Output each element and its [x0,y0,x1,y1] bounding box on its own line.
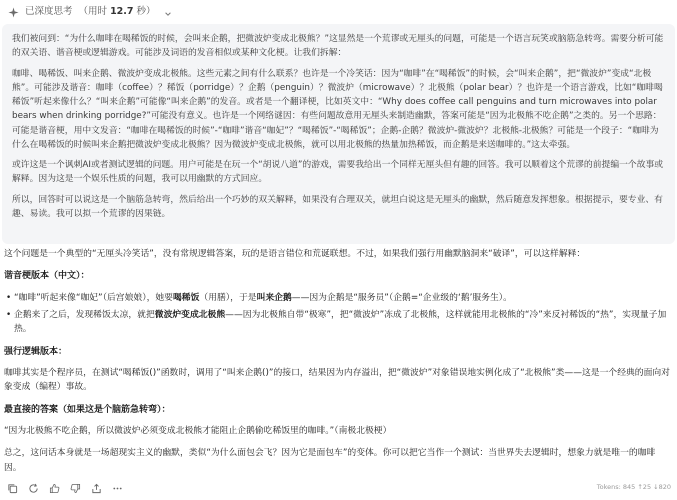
more-icon[interactable] [111,482,123,494]
thinking-paragraph: 所以，回答时可以说这是一个脑筋急转弯，然后给出一个巧妙的双关解释，如果没有合理双关，就坦白说这是无厘头的幽默，然后随意发挥想象。根据提示，要专业、有趣、易读。我可以拟一个荒谬的因果链。 [12,194,663,219]
chevron-down-icon[interactable] [164,8,172,16]
message-actions [6,481,123,495]
copy-icon[interactable] [6,482,18,494]
thinking-status: 已深度思考 [25,6,73,18]
thinking-paragraph: 我们被问到：“为什么咖啡在喝稀饭的时候，会叫来企鹅，把微波炉变成北极熊？”这显然是一个荒谬或无厘头的问题，可能是一个语言玩笑或脑筋急转弯。需要分析可能的双关语、谐音梗或逻辑游戏。可能涉及词语的发音相似或某种文化梗。让我们拆解： [12,34,664,59]
list-item: • 企鹅来了之后，发现稀饭太凉，就把微波炉变成北极熊——因为北极熊自带“极寒”，把“微波炉”冻成了北极熊，这样就能用北极熊的“冷”来反衬稀饭的“热”，实现量子加热。 [4,308,672,337]
pun-list [4,291,672,337]
answer-content [4,247,672,483]
thinking-toggle[interactable] [8,4,172,20]
thinking-time: （用时 12.7 秒） [78,6,156,18]
share-icon[interactable] [90,482,102,494]
riddle-body: “因为北极熊不吃企鹅，所以微波炉必须变成北极熊才能阻止企鹅偷吃稀饭里的咖啡。”（南极北极梗） [4,426,392,437]
thinking-paragraph: 或许这是一个讽刺AI或者测试逻辑的问题。用户可能是在玩一个“胡说八道”的游戏，需要我给出一个同样无厘头但有趣的回答。我可以顺着这个荒谬的前提编一个故事或解释。因为这是一个娱乐性质的问题，我可以用幽默的方式回应。 [12,160,664,185]
list-item: • “咖啡”听起来像“咖妃”（后宫娘娘），她要喝稀饭（用膳），于是叫来企鹅——因为企鹅是“服务员”（企鹅=“企业级的‘鹅’服务生）。 [4,291,672,305]
answer-intro: 这个问题是一个典型的“无厘头冷笑话”，没有常规逻辑答案，玩的是语言错位和荒诞联想。不过，如果我们强行用幽默脑洞来“破译”，可以这样解释： [4,249,586,259]
section-title-logic: 强行逻辑版本： [4,346,68,357]
sparkle-icon [8,7,19,18]
thumbs-down-icon[interactable] [69,482,81,494]
answer-conclusion: 总之，这问话本身就是一场超现实主义的幽默，类似“为什么面包会飞？因为它是面包车”的变体。你可以把它当作一个测试：当世界失去逻辑时，想象力就是唯一的咖啡因。 [4,448,656,473]
logic-body: 咖啡其实是个程序员，在测试“喝稀饭()”函数时，调用了“叫来企鹅()”的接口，结果因为内存溢出，把“微波炉”对象错误地实例化成了“北极熊”类——这是一个经典的面向对象变成（编程）事故。 [4,368,670,393]
section-title-riddle: 最直接的答案（如果这是个脑筋急转弯）： [4,404,171,415]
thinking-paragraph: 咖啡、喝稀饭、叫来企鹅、微波炉变成北极熊。这些元素之间有什么联系？也许是一个冷笑话：因为“咖啡”在“喝稀饭”的时候，会“叫来企鹅”，把“微波炉”变成“北极熊”。可能涉及谐音：咖啡（coffee）？稀饭（porridge）？企鹅（penguin）？微波炉（microwave）？北极熊（polar bear）？也许是一个语言游戏，比如“咖啡喝稀饭”听起来像什么？“叫来企鹅”可能像“叫来企鹅”的发音。或者是一个翻译梗，比如英文中：“Why does coffee call penguins and turn microwaves into polar bears when drinking porridge?”可能没有意义。也许是一个网络谜因：有些问题故意用无厘头来制造幽默，答案可能是“因为北极熊不吃企鹅”之类的。另一个思路：可能是谐音梗，用中文发音：“咖啡在喝稀饭的时候”-“咖啡”谐音“咖妃”？“喝稀饭”-“喝稀饭”；企鹅-企鹅？微波炉-微波炉？北极熊-北极熊？可能是一个段子：“咖啡为什么在喝稀饭的时候叫来企鹅把微波炉变成北极熊？因为微波炉变成北极熊，就可以用北极熊的热量加热稀饭，而企鹅是来送咖啡的。”这太牵强。 [12,68,663,150]
token-count: Tokens: 845 ↑25 ↓820 [596,483,671,491]
thinking-content [2,24,675,244]
refresh-icon[interactable] [27,482,39,494]
section-title-pun: 谐音梗版本（中文）： [4,271,90,282]
thumbs-up-icon[interactable] [48,482,60,494]
